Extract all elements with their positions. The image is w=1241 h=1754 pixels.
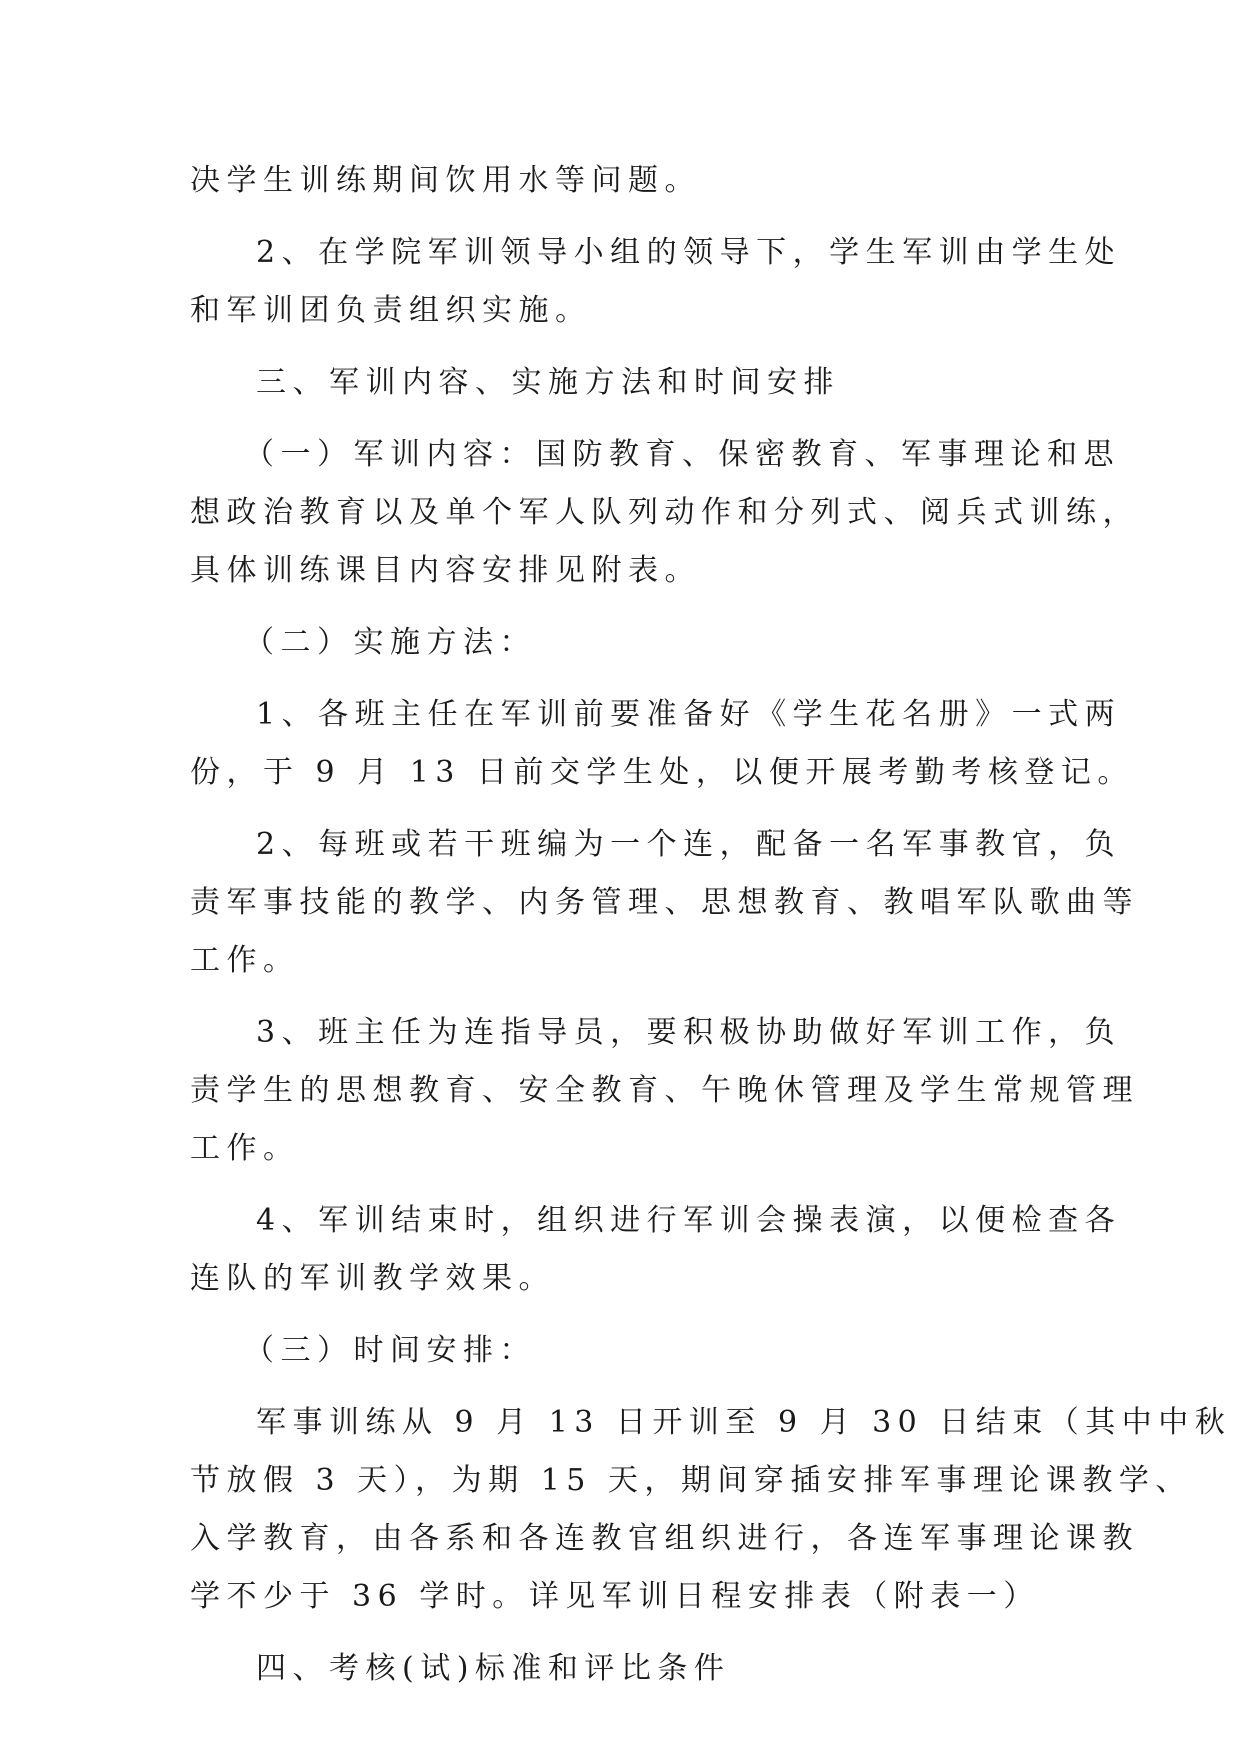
heading-text: （二）实施方法： xyxy=(244,625,536,660)
paragraph-schedule xyxy=(190,1394,1232,1626)
text-line: 3、班主任为连指导员，要积极协助做好军训工作，负 xyxy=(256,1015,1122,1050)
text-line: 节放假 3 天），为期 15 天，期间穿插安排军事理论课教学、 xyxy=(190,1463,1192,1498)
heading-text: （三）时间安排： xyxy=(244,1333,536,1368)
subheading-method xyxy=(190,614,1060,672)
text-line: 责学生的思想教育、安全教育、午晚休管理及学生常规管理 xyxy=(190,1073,1139,1108)
section-heading-3 xyxy=(190,354,1060,412)
paragraph-method-1 xyxy=(190,686,1134,802)
text-line: 2、在学院军训领导小组的领导下，学生军训由学生处 xyxy=(256,235,1122,270)
text-line: 工作。 xyxy=(190,1131,300,1166)
text-line: 和军训团负责组织实施。 xyxy=(190,293,592,328)
paragraph-method-2 xyxy=(190,816,1139,990)
document-body xyxy=(190,152,1232,1698)
text-line: 具体训练课目内容安排见附表。 xyxy=(190,553,701,588)
heading-text: 四、考核(试)标准和评比条件 xyxy=(256,1651,731,1686)
text-line: 入学教育，由各系和各连教官组织进行，各连军事理论课教 xyxy=(190,1521,1139,1556)
heading-text: 三、军训内容、实施方法和时间安排 xyxy=(256,365,840,400)
paragraph-method-4 xyxy=(190,1192,1122,1308)
text-line: 连队的军训教学效果。 xyxy=(190,1261,555,1296)
paragraph-water xyxy=(190,152,1060,210)
text-line: 2、每班或若干班编为一个连，配备一名军事教官，负 xyxy=(256,827,1122,862)
text-line: 学不少于 36 学时。详见军训日程安排表（附表一） xyxy=(190,1579,1040,1614)
text-line: 1、各班主任在军训前要准备好《学生花名册》一式两 xyxy=(256,697,1122,732)
section-heading-4 xyxy=(190,1640,1060,1698)
text-line: 工作。 xyxy=(190,943,300,978)
paragraph-method-3 xyxy=(190,1004,1139,1178)
text-line: 份，于 9 月 13 日前交学生处，以便开展考勤考核登记。 xyxy=(190,755,1134,790)
text-line: 责军事技能的教学、内务管理、思想教育、教唱军队歌曲等 xyxy=(190,885,1139,920)
text-line: 决学生训练期间饮用水等问题。 xyxy=(190,163,701,198)
text-line: （一）军训内容：国防教育、保密教育、军事理论和思 xyxy=(244,437,1120,472)
text-line: 4、军训结束时，组织进行军训会操表演，以便检查各 xyxy=(256,1203,1122,1238)
text-line: 想政治教育以及单个军人队列动作和分列式、阅兵式训练， xyxy=(190,495,1139,530)
paragraph-content xyxy=(190,426,1139,600)
paragraph-organization xyxy=(190,224,1122,340)
subheading-schedule xyxy=(190,1322,1060,1380)
text-line: 军事训练从 9 月 13 日开训至 9 月 30 日结束（其中中秋 xyxy=(256,1405,1232,1440)
